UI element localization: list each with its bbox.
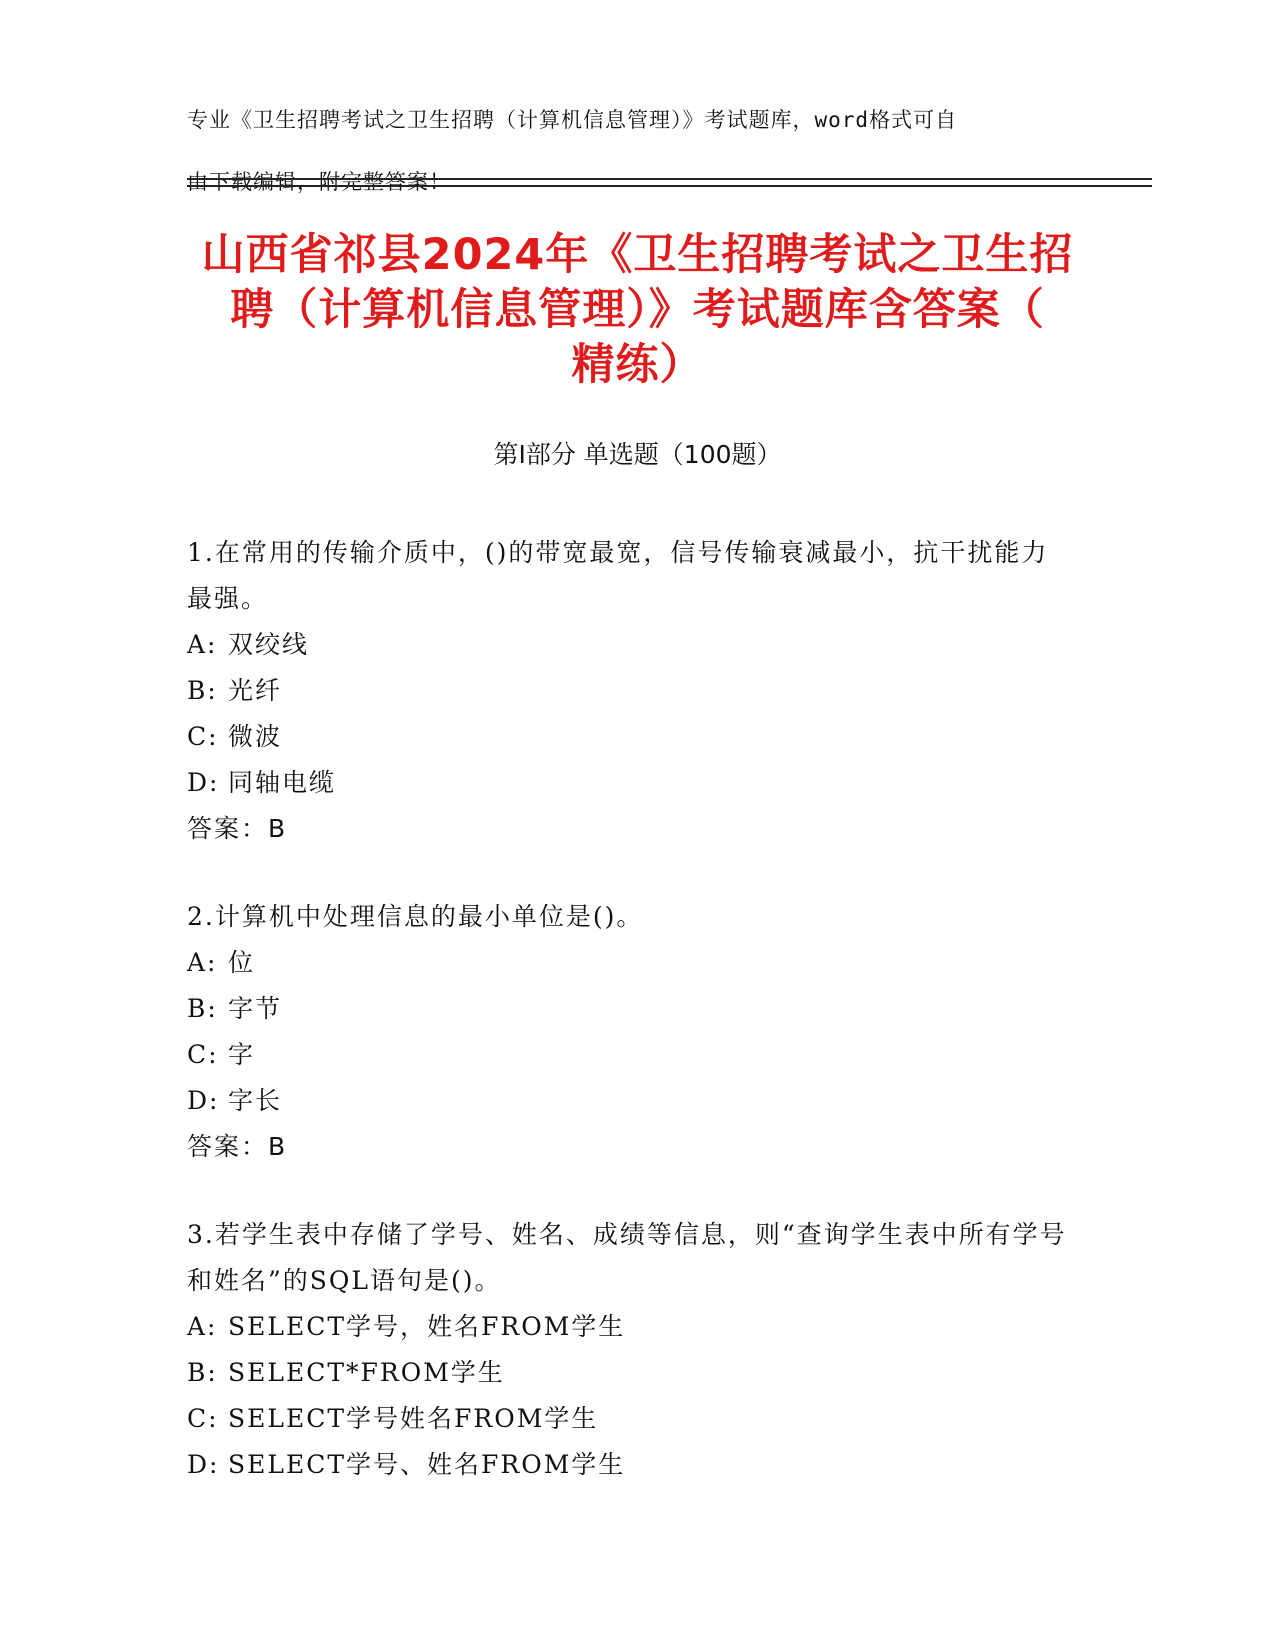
option-key: B: (187, 1358, 218, 1387)
question-3-stem: 3.若学生表中存储了学号、姓名、成绩等信息，则“查询学生表中所有学号和姓名”的SQL语句是()。 (187, 1220, 1067, 1295)
question-2-option-c (187, 1032, 1067, 1078)
question-2-option-a (187, 940, 1067, 986)
option-text: SELECT学号、姓名FROM学生 (228, 1450, 626, 1479)
question-list (187, 530, 1067, 1530)
option-key: B: (187, 676, 218, 705)
option-key: A: (187, 948, 218, 977)
option-key: C: (187, 722, 219, 751)
question-3 (187, 1212, 1067, 1488)
question-1-option-d (187, 760, 1067, 806)
header-divider-bottom (187, 185, 1152, 187)
option-text: SELECT学号姓名FROM学生 (228, 1404, 599, 1433)
question-3-option-c (187, 1396, 1067, 1442)
document-title (160, 228, 1115, 393)
question-2-stem: 2.计算机中处理信息的最小单位是()。 (187, 902, 644, 931)
option-key: A: (187, 630, 218, 659)
question-2-option-d (187, 1078, 1067, 1124)
option-key: C: (187, 1404, 219, 1433)
document-title-line-3: 精练） (571, 340, 704, 390)
option-text: SELECT学号，姓名FROM学生 (228, 1312, 626, 1341)
question-1-answer: 答案：B (187, 814, 288, 843)
option-text: 位 (228, 948, 256, 977)
section-title: 第Ⅰ部分 单选题（100题） (493, 440, 782, 469)
option-text: 同轴电缆 (228, 768, 337, 797)
option-key: B: (187, 994, 218, 1023)
option-text: SELECT*FROM学生 (228, 1358, 505, 1387)
question-1-option-a (187, 622, 1067, 668)
question-1-option-c (187, 714, 1067, 760)
document-title-line-2: 聘（计算机信息管理）》考试题库含答案（ (230, 285, 1045, 335)
header-note-line-1: 专业《卫生招聘考试之卫生招聘（计算机信息管理）》考试题库，word格式可自 (187, 108, 958, 132)
question-3-option-d (187, 1442, 1067, 1488)
option-text: 字节 (228, 994, 283, 1023)
header-note-line-2: 由下载编辑，附完整答案！ (187, 170, 451, 194)
option-key: D: (187, 1086, 220, 1115)
option-text: 字 (228, 1040, 256, 1069)
question-2-answer: 答案：B (187, 1132, 288, 1161)
option-text: 光纤 (228, 676, 283, 705)
question-3-option-a (187, 1304, 1067, 1350)
option-text: 字长 (228, 1086, 283, 1115)
option-text: 微波 (228, 722, 283, 751)
option-key: A: (187, 1312, 218, 1341)
option-key: C: (187, 1040, 219, 1069)
question-1 (187, 530, 1067, 852)
header-note (187, 74, 1067, 229)
question-2 (187, 894, 1067, 1170)
header-divider-top (187, 178, 1152, 180)
question-3-option-b (187, 1350, 1067, 1396)
option-key: D: (187, 1450, 220, 1479)
question-1-option-b (187, 668, 1067, 714)
option-text: 双绞线 (228, 630, 310, 659)
question-1-stem: 1.在常用的传输介质中，()的带宽最宽，信号传输衰减最小，抗干扰能力最强。 (187, 538, 1049, 613)
document-title-line-1: 山西省祁县2024年《卫生招聘考试之卫生招 (201, 230, 1074, 280)
option-key: D: (187, 768, 220, 797)
question-2-option-b (187, 986, 1067, 1032)
